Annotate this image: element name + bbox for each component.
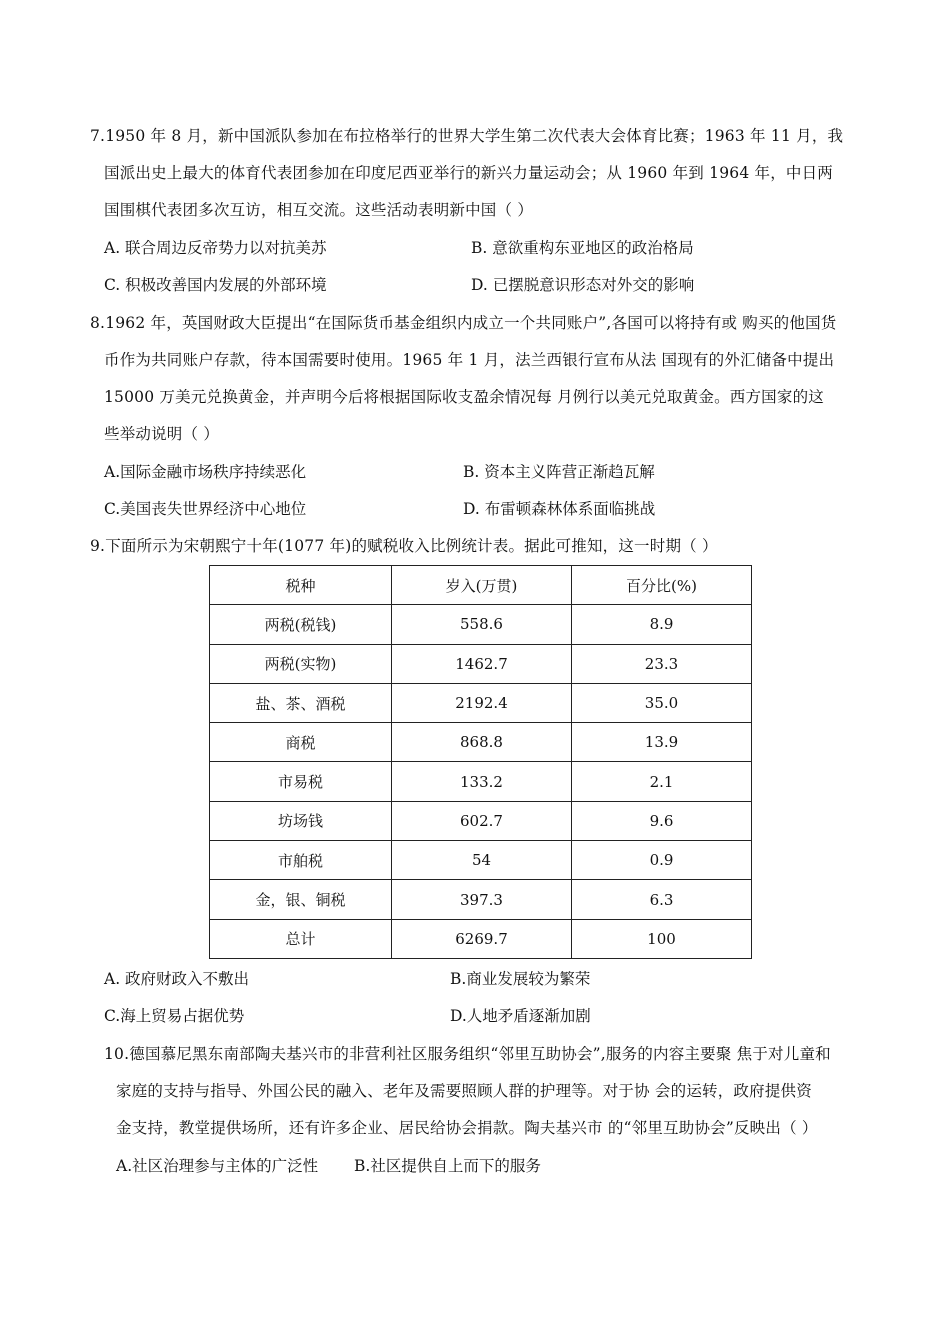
q9-option-d[interactable]: D.人地矛盾逐渐加剧 (450, 1007, 591, 1025)
cell-percentage: 100 (572, 919, 752, 958)
cell-percentage: 35.0 (572, 683, 752, 722)
table-row (210, 644, 752, 683)
q7-line-2: 国派出史上最大的体育代表团参加在印度尼西亚举行的新兴力量运动会；从 1960 年到 1964 年，中日两 (104, 164, 834, 182)
q8-line-2: 币作为共同账户存款，待本国需要时使用。1965 年 1 月，法兰西银行宣布从法 国现有的外汇储备中提出 (104, 351, 835, 369)
q10-line-1: 10.德国慕尼黑东南部陶夫基兴市的非营利社区服务组织“邻里互助协会”,服务的内容主要聚 焦于对儿童和 (104, 1045, 831, 1063)
table-row-total (210, 919, 752, 958)
cell-revenue: 558.6 (392, 605, 572, 644)
cell-tax-type: 盐、茶、酒税 (210, 683, 392, 722)
q7-option-a[interactable]: A. 联合周边反帝势力以对抗美苏 (104, 239, 327, 257)
cell-revenue: 54 (392, 841, 572, 880)
table-row (210, 762, 752, 801)
tax-revenue-table (209, 565, 752, 959)
header-percentage: 百分比(%) (572, 566, 752, 605)
q9-line: 9.下面所示为宋朝熙宁十年(1077 年)的赋税收入比例统计表。据此可推知，这一时期（ ） (90, 537, 718, 555)
table-row (210, 605, 752, 644)
cell-tax-type: 总计 (210, 919, 392, 958)
q8-line-4: 些举动说明（ ） (104, 425, 220, 443)
q8-option-c[interactable]: C.美国丧失世界经济中心地位 (104, 500, 307, 518)
q8-option-b[interactable]: B. 资本主义阵营正渐趋瓦解 (463, 463, 655, 481)
cell-revenue: 397.3 (392, 880, 572, 919)
cell-percentage: 6.3 (572, 880, 752, 919)
table-row (210, 880, 752, 919)
q10-line-2: 家庭的支持与指导、外国公民的融入、老年及需要照顾人群的护理等。对于协 会的运转，政府提供资 (116, 1082, 812, 1100)
cell-revenue: 602.7 (392, 801, 572, 840)
q8-option-d[interactable]: D. 布雷顿森林体系面临挑战 (463, 500, 656, 518)
q10-option-b[interactable]: B.社区提供自上而下的服务 (354, 1157, 541, 1175)
cell-tax-type: 商税 (210, 723, 392, 762)
q7-line-1: 7.1950 年 8 月，新中国派队参加在布拉格举行的世界大学生第二次代表大会体育比赛；1963 年 11 月，我 (90, 127, 844, 145)
header-revenue: 岁入(万贯) (392, 566, 572, 605)
q7-option-c[interactable]: C. 积极改善国内发展的外部环境 (104, 276, 327, 294)
q8-line-3: 15000 万美元兑换黄金，并声明今后将根据国际收支盈余情况每 月例行以美元兑取黄金。西方国家的这 (104, 388, 824, 406)
q9-option-b[interactable]: B.商业发展较为繁荣 (450, 970, 591, 988)
cell-percentage: 8.9 (572, 605, 752, 644)
table-row (210, 723, 752, 762)
table-header-row (210, 566, 752, 605)
table-row (210, 801, 752, 840)
cell-revenue: 1462.7 (392, 644, 572, 683)
cell-percentage: 23.3 (572, 644, 752, 683)
q10-option-a[interactable]: A.社区治理参与主体的广泛性 (116, 1157, 319, 1175)
cell-percentage: 9.6 (572, 801, 752, 840)
cell-revenue: 2192.4 (392, 683, 572, 722)
cell-tax-type: 两税(实物) (210, 644, 392, 683)
cell-revenue: 133.2 (392, 762, 572, 801)
header-tax-type: 税种 (210, 566, 392, 605)
cell-revenue: 868.8 (392, 723, 572, 762)
q7-option-d[interactable]: D. 已摆脱意识形态对外交的影响 (471, 276, 695, 294)
cell-tax-type: 市易税 (210, 762, 392, 801)
cell-tax-type: 两税(税钱) (210, 605, 392, 644)
cell-revenue: 6269.7 (392, 919, 572, 958)
q7-option-b[interactable]: B. 意欲重构东亚地区的政治格局 (471, 239, 694, 257)
cell-tax-type: 金，银、铜税 (210, 880, 392, 919)
q10-line-3: 金支持，教堂提供场所，还有许多企业、居民给协会捐款。陶夫基兴市 的“邻里互助协会”反映出（ ） (116, 1119, 818, 1137)
cell-tax-type: 坊场钱 (210, 801, 392, 840)
cell-percentage: 13.9 (572, 723, 752, 762)
q8-line-1: 8.1962 年，英国财政大臣提出“在国际货币基金组织内成立一个共同账户”,各国可以将持有或 购买的他国货 (90, 314, 837, 332)
table-row (210, 683, 752, 722)
q9-option-c[interactable]: C.海上贸易占据优势 (104, 1007, 245, 1025)
cell-tax-type: 市舶税 (210, 841, 392, 880)
cell-percentage: 2.1 (572, 762, 752, 801)
cell-percentage: 0.9 (572, 841, 752, 880)
q7-line-3: 国围棋代表团多次互访，相互交流。这些活动表明新中国（ ） (104, 201, 534, 219)
q8-option-a[interactable]: A.国际金融市场秩序持续恶化 (104, 463, 307, 481)
q9-option-a[interactable]: A. 政府财政入不敷出 (104, 970, 250, 988)
table-row (210, 841, 752, 880)
